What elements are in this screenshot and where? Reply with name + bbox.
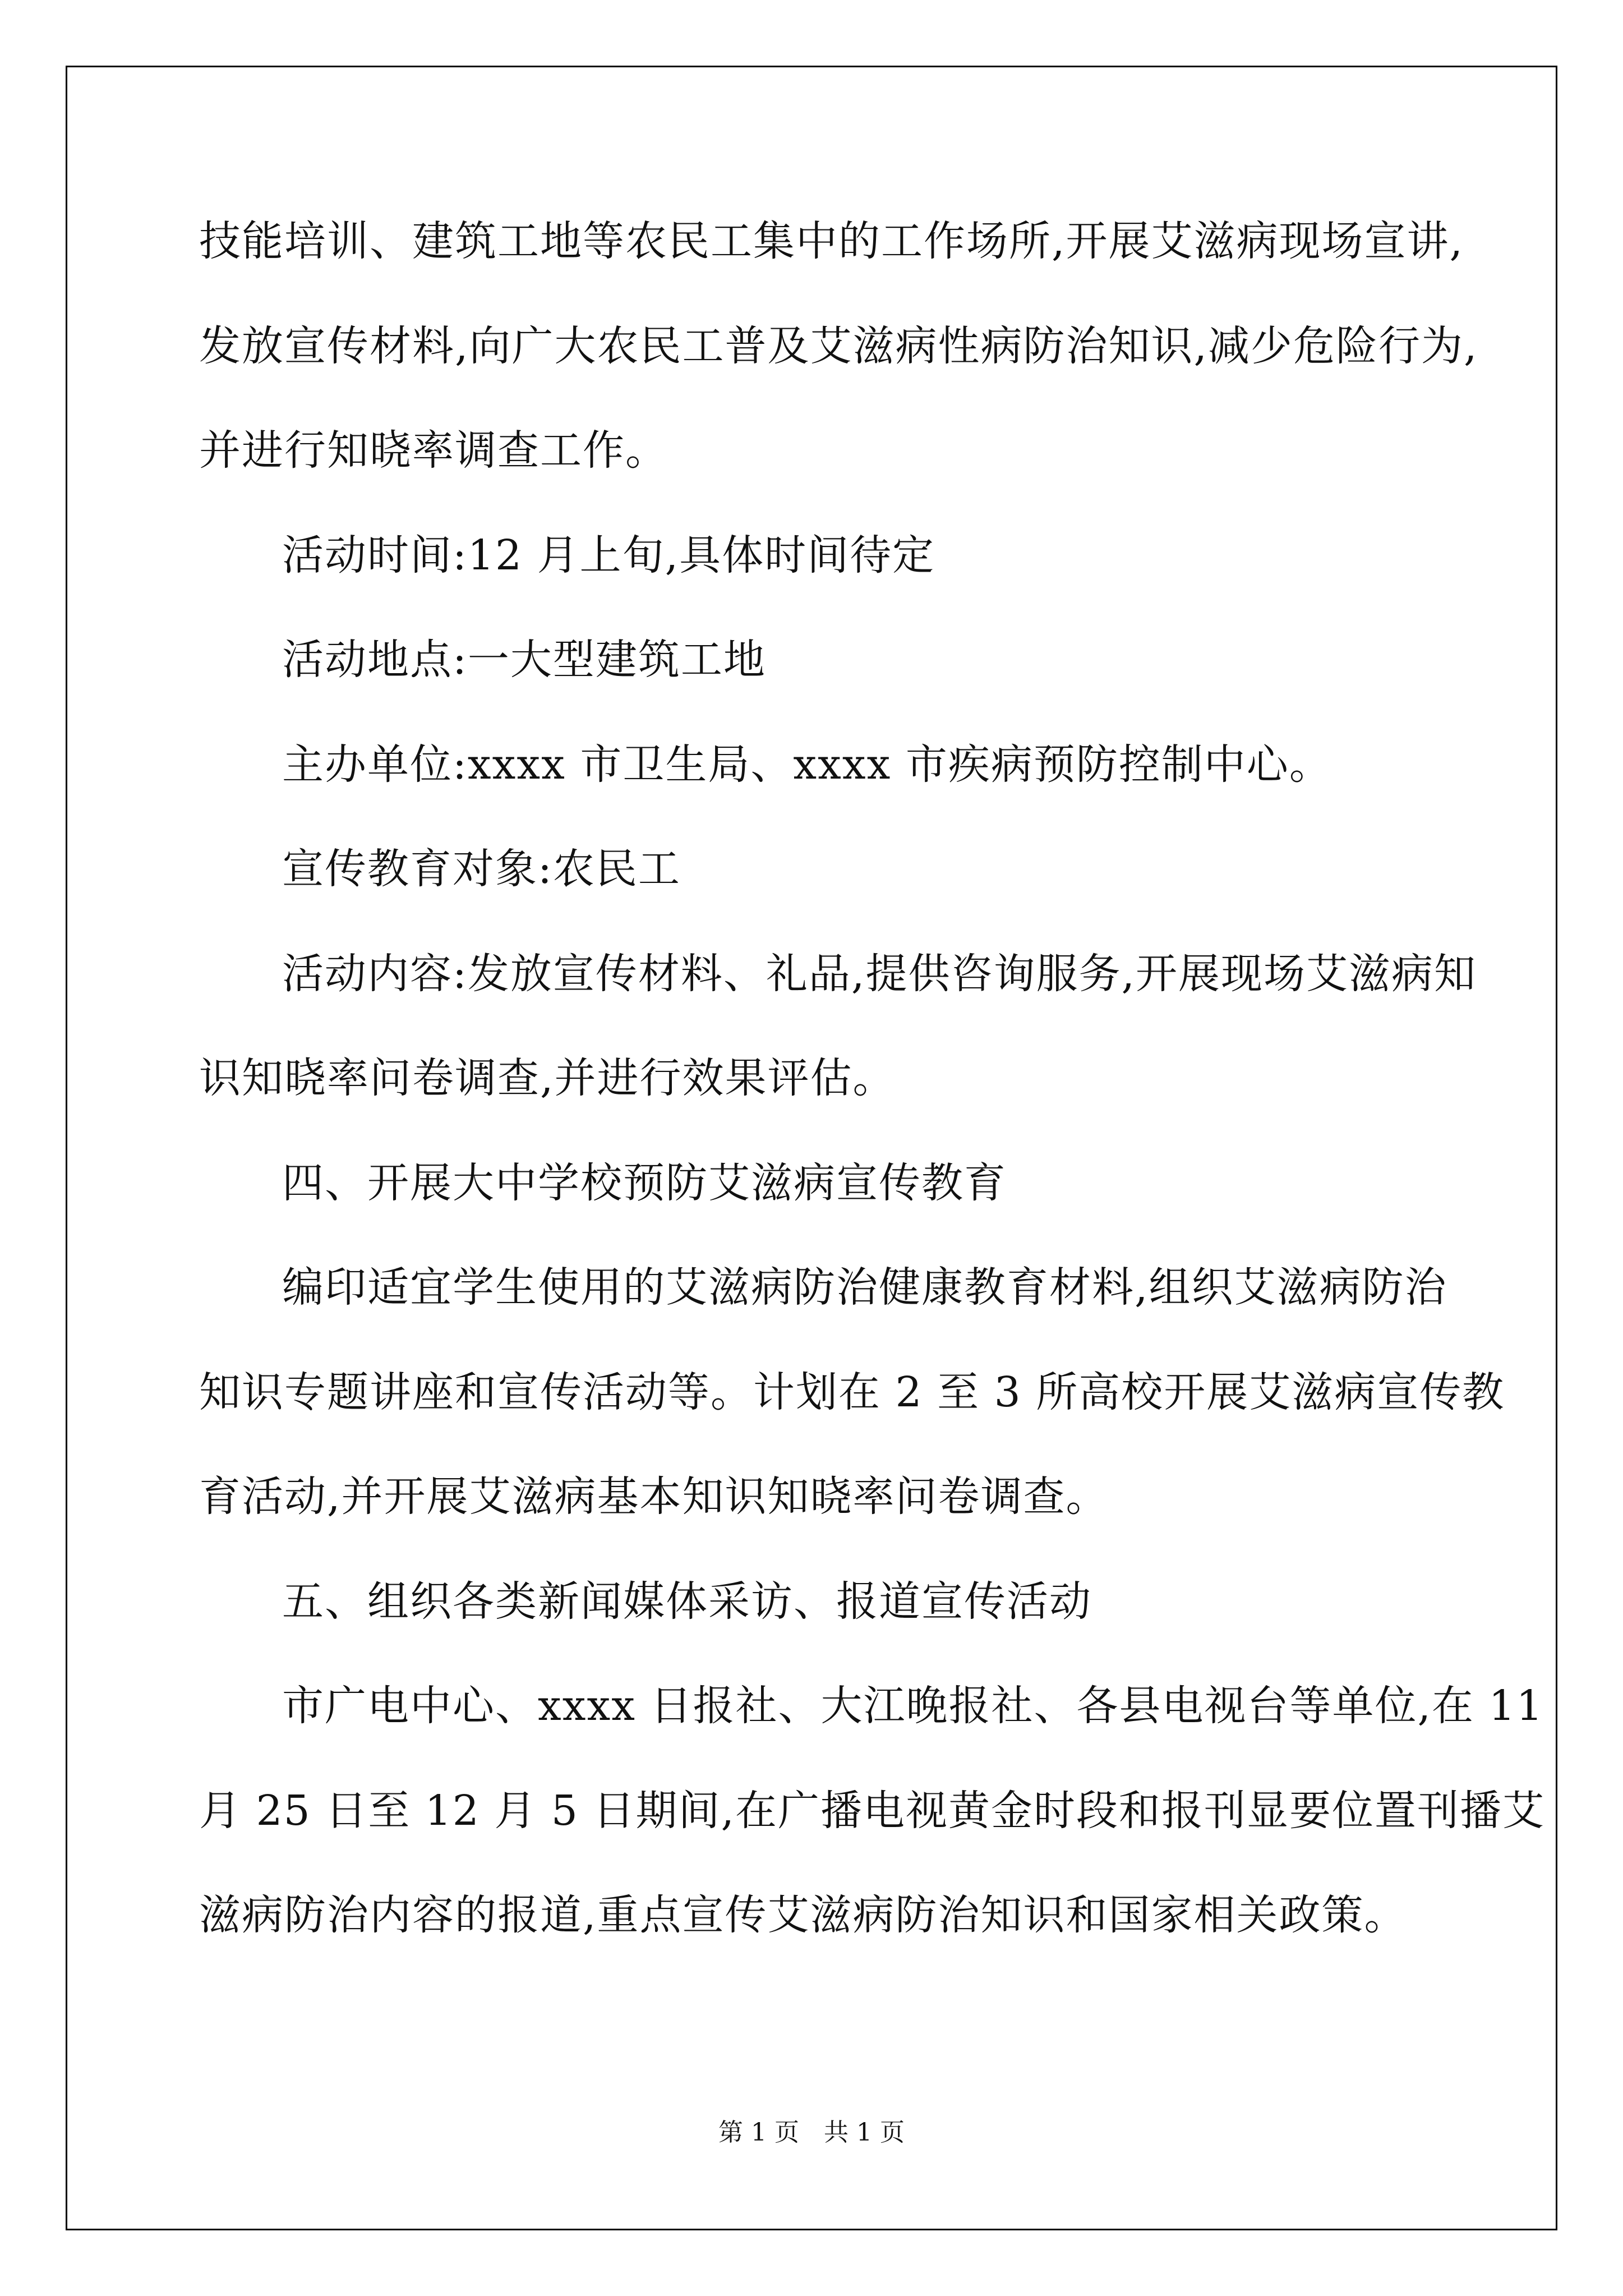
text-line: 活动时间:12 月上旬,具体时间待定	[282, 531, 935, 579]
text-line: 并进行知晓率调查工作。	[199, 426, 668, 475]
page-number: 第 1 页 共 1 页	[718, 2118, 905, 2147]
text-line: 编印适宜学生使用的艾滋病防治健康教育材料,组织艾滋病防治	[282, 1263, 1447, 1312]
text-line: 滋病防治内容的报道,重点宣传艾滋病防治知识和国家相关政策。	[199, 1891, 1407, 1939]
text-line: 活动内容:发放宣传材料、礼品,提供咨询服务,开展现场艾滋病知	[282, 950, 1477, 998]
text-line: 育活动,并开展艾滋病基本知识知晓率问卷调查。	[199, 1473, 1109, 1521]
text-line: 宣传教育对象:农民工	[282, 845, 681, 893]
text-line: 发放宣传材料,向广大农民工普及艾滋病性病防治知识,减少危险行为,	[199, 322, 1478, 370]
text-line: 技能培训、建筑工地等农民工集中的工作场所,开展艾滋病现场宣讲,	[199, 217, 1464, 265]
section-heading: 五、组织各类新闻媒体采访、报道宣传活动	[282, 1577, 1092, 1626]
text-line: 活动地点:一大型建筑工地	[282, 636, 766, 684]
text-line: 知识专题讲座和宣传活动等。计划在 2 至 3 所高校开展艾滋病宣传教	[199, 1368, 1505, 1416]
section-heading: 四、开展大中学校预防艾滋病宣传教育	[282, 1159, 1007, 1207]
text-line: 月 25 日至 12 月 5 日期间,在广播电视黄金时段和报刊显要位置刊播艾	[199, 1787, 1546, 1835]
text-line: 市广电中心、xxxx 日报社、大江晚报社、各县电视台等单位,在 11	[282, 1682, 1544, 1730]
text-line: 主办单位:xxxx 市卫生局、xxxx 市疾病预防控制中心。	[282, 740, 1332, 789]
text-line: 识知晓率问卷调查,并进行效果评估。	[199, 1054, 896, 1102]
